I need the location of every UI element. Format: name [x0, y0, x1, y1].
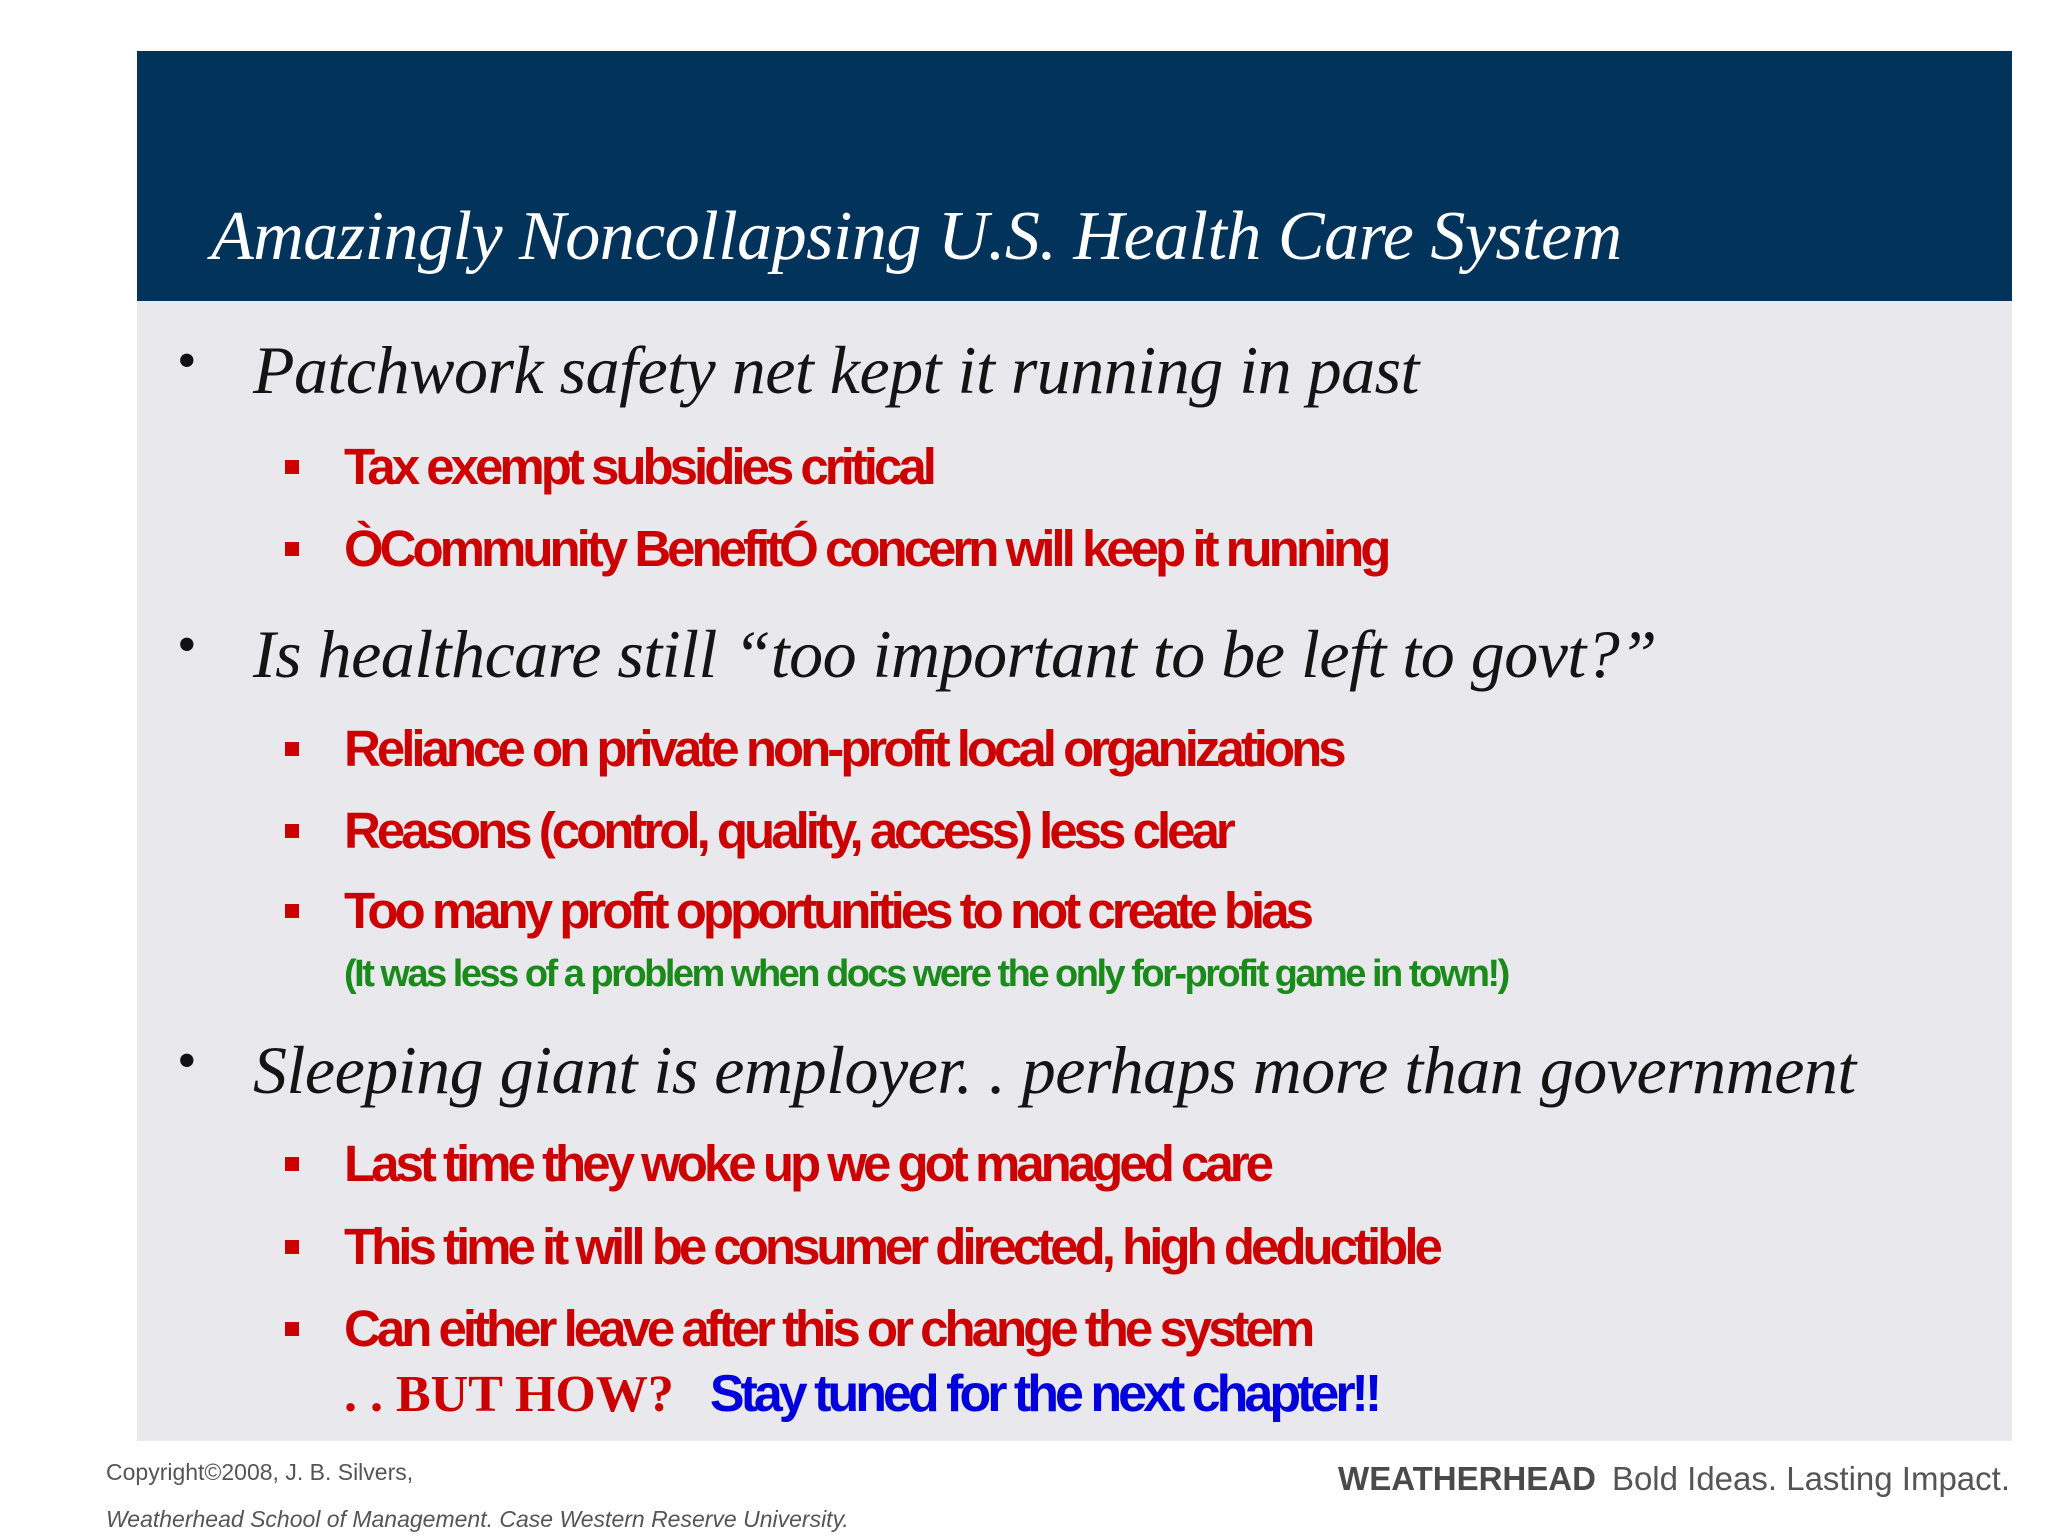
bullet-dot-icon: •: [177, 330, 197, 392]
bullet-point-3: Sleeping giant is employer. . perhaps more than government: [253, 1032, 1856, 1108]
closing-line: [344, 1364, 1378, 1424]
subpoint-3-2: This time it will be consumer directed, high deductible: [344, 1218, 1439, 1275]
square-bullet-icon: [285, 1240, 299, 1254]
bullet-point-2: Is healthcare still “too important to be left to govt?”: [253, 616, 1657, 692]
square-bullet-icon: [285, 460, 299, 474]
footer-institution: Weatherhead School of Management. Case Western Reserve University.: [106, 1506, 849, 1532]
but-how-text: . . BUT HOW?: [344, 1366, 674, 1423]
weatherhead-logo-text: WEATHERHEAD: [1338, 1460, 1596, 1497]
square-bullet-icon: [285, 904, 299, 918]
square-bullet-icon: [285, 1322, 299, 1336]
subpoint-3-3: Can either leave after this or change the system: [344, 1300, 1312, 1357]
bullet-point-1: Patchwork safety net kept it running in past: [253, 332, 1419, 408]
footer-tagline: Bold Ideas. Lasting Impact.: [1611, 1460, 2010, 1497]
subpoint-2-3: Too many profit opportunities to not create bias: [344, 882, 1310, 939]
subpoint-3-1: Last time they woke up we got managed care: [344, 1135, 1270, 1192]
subpoint-1-2: ÒCommunity BenefitÓ concern will keep it running: [344, 520, 1388, 577]
stay-tuned-text: Stay tuned for the next chapter!!: [709, 1365, 1379, 1423]
footer-branding: [1338, 1460, 2010, 1498]
slide-body: [137, 301, 2012, 1441]
slide-title: Amazingly Noncollapsing U.S. Health Care System: [211, 198, 1622, 275]
square-bullet-icon: [285, 742, 299, 756]
square-bullet-icon: [285, 542, 299, 556]
subpoint-2-note: (It was less of a problem when docs were the only for-profit game in town!): [344, 953, 1508, 995]
subpoint-2-2: Reasons (control, quality, access) less clear: [344, 802, 1232, 859]
footer-copyright: Copyright©2008, J. B. Silvers,: [106, 1459, 414, 1485]
slide-header: [137, 51, 2012, 301]
subpoint-1-1: Tax exempt subsidies critical: [344, 438, 933, 495]
bullet-dot-icon: •: [177, 1030, 197, 1092]
square-bullet-icon: [285, 1157, 299, 1171]
bullet-dot-icon: •: [177, 614, 197, 676]
subpoint-2-1: Reliance on private non-profit local organizations: [344, 720, 1343, 777]
square-bullet-icon: [285, 824, 299, 838]
